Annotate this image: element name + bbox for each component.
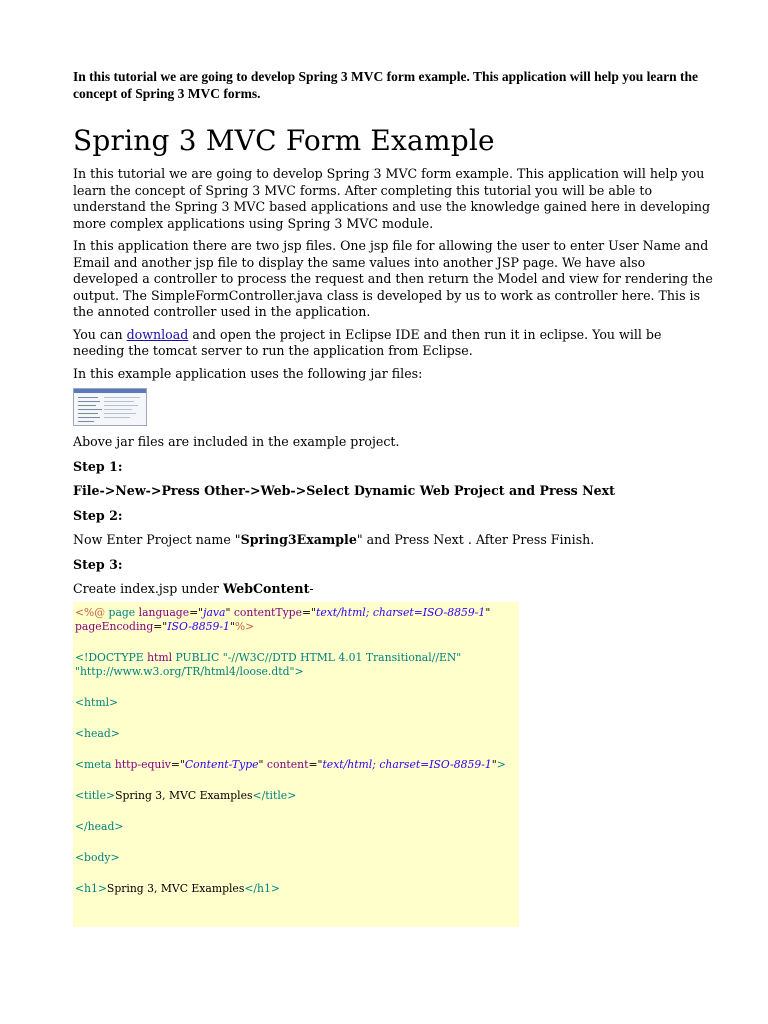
step-3-instruction: Create index.jsp under WebContent- [73, 581, 314, 596]
code-line-6: <head> [75, 726, 120, 740]
project-name: Spring3Example [240, 532, 357, 547]
step-2-instruction: Now Enter Project name "Spring3Example" and Press Next . After Press Finish. [73, 532, 595, 547]
document-page [73, 68, 713, 927]
code-line-5: <html> [75, 695, 119, 709]
code-line-10: <body> [75, 850, 120, 864]
page-title: Spring 3 MVC Form Example [73, 124, 495, 157]
step-1-label: Step 1: [73, 458, 123, 474]
paragraph-overview: In this tutorial we are going to develop Spring 3 MVC form example. This application will help you learn the concept of Spring 3 MVC forms. After completing this tutorial you will be able to understand the Spring 3 MVC based applications and use the knowledge gained here in developing more complex applications using Spring 3 MVC module. [73, 166, 711, 231]
code-listing [73, 602, 519, 927]
code-line-4: "http://www.w3.org/TR/html4/loose.dtd"> [75, 664, 304, 678]
paragraph-download [73, 327, 713, 360]
code-line-9: </head> [75, 819, 124, 833]
download-link[interactable]: download [126, 326, 189, 342]
code-line-1: <%@ page language="java" contentType="text/html; charset=ISO-8859-1" [75, 605, 491, 619]
step-3-label: Step 3: [73, 556, 123, 572]
code-line-8: <title>Spring 3, MVC Examples</title> [75, 788, 297, 802]
paragraph-application: In this application there are two jsp files. One jsp file for allowing the user to enter User Name and Email and another jsp file to display the same values into another JSP page. We have also developed a controller to process the request and then return the Model and view for rendering the output. The SimpleFormController.java class is developed by us to work as controller here. This is the annoted controller used in the application. [73, 238, 713, 319]
jar-files-screenshot [73, 388, 147, 426]
step-1-instruction: File->New->Press Other->Web->Select Dynamic Web Project and Press Next [73, 483, 616, 498]
step-2-label: Step 2: [73, 507, 123, 523]
code-line-11: <h1>Spring 3, MVC Examples</h1> [75, 881, 280, 895]
webcontent-folder: WebContent [223, 581, 310, 596]
code-line-3: <!DOCTYPE html PUBLIC "-//W3C//DTD HTML 4.01 Transitional//EN" [75, 650, 462, 664]
intro-summary: In this tutorial we are going to develop Spring 3 MVC form example. This application will help you learn the concept of Spring 3 MVC forms. [73, 69, 699, 101]
download-text-before: You can [73, 326, 127, 342]
paragraph-jar-files: In this example application uses the following jar files: [73, 365, 423, 381]
code-line-2: pageEncoding="ISO-8859-1"%> [75, 619, 255, 633]
paragraph-jar-included: Above jar files are included in the example project. [73, 434, 400, 449]
code-line-7: <meta http-equiv="Content-Type" content="text/html; charset=ISO-8859-1"> [75, 757, 506, 771]
download-text-after: and open the project in Eclipse IDE and then run it in eclipse. You will be needing the tomcat server to run the application from Eclipse. [73, 326, 662, 358]
